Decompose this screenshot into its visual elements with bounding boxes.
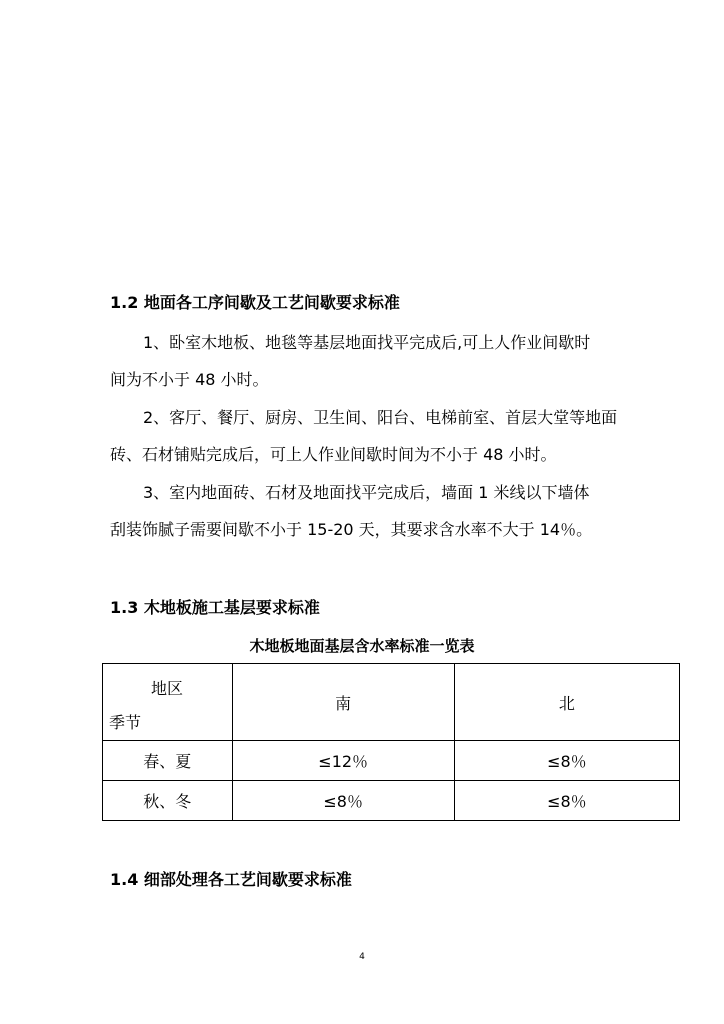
header-season: 季节 <box>109 713 142 732</box>
page-number: 4 <box>359 952 365 962</box>
table-header-row <box>103 664 680 741</box>
paragraph-line: 3、室内地面砖、石材及地面找平完成后，墙面 1 米线以下墙体 <box>143 483 590 502</box>
column-header-south: 南 <box>232 664 454 741</box>
paragraph-line: 间为不小于 48 小时。 <box>110 370 269 389</box>
column-header-north: 北 <box>454 664 679 741</box>
cell-value: ≤8％ <box>232 781 454 821</box>
moisture-table <box>102 663 680 821</box>
paragraph-line: 刮装饰腻子需要间歇不小于 15-20 天，其要求含水率不大于 14％。 <box>110 520 593 539</box>
cell-value: ≤12％ <box>232 741 454 781</box>
cell-value: ≤8％ <box>454 741 679 781</box>
paragraph-line: 砖、石材铺贴完成后，可上人作业间歇时间为不小于 48 小时。 <box>110 445 557 464</box>
diagonal-header-cell <box>103 664 233 741</box>
table-row <box>103 781 680 821</box>
row-season: 春、夏 <box>103 741 233 781</box>
paragraph-line: 1、卧室木地板、地毯等基层地面找平完成后,可上人作业间歇时 <box>143 333 591 352</box>
heading-1-4: 1.4 细部处理各工艺间歇要求标准 <box>110 870 352 889</box>
header-region: 地区 <box>151 679 184 698</box>
row-season: 秋、冬 <box>103 781 233 821</box>
paragraph-line: 2、客厅、餐厅、厨房、卫生间、阳台、电梯前室、首层大堂等地面 <box>143 408 618 427</box>
cell-value: ≤8％ <box>454 781 679 821</box>
heading-1-3: 1.3 木地板施工基层要求标准 <box>110 598 320 617</box>
table-row <box>103 741 680 781</box>
heading-1-2: 1.2 地面各工序间歇及工艺间歇要求标准 <box>110 293 400 312</box>
table-title: 木地板地面基层含水率标准一览表 <box>249 637 475 655</box>
